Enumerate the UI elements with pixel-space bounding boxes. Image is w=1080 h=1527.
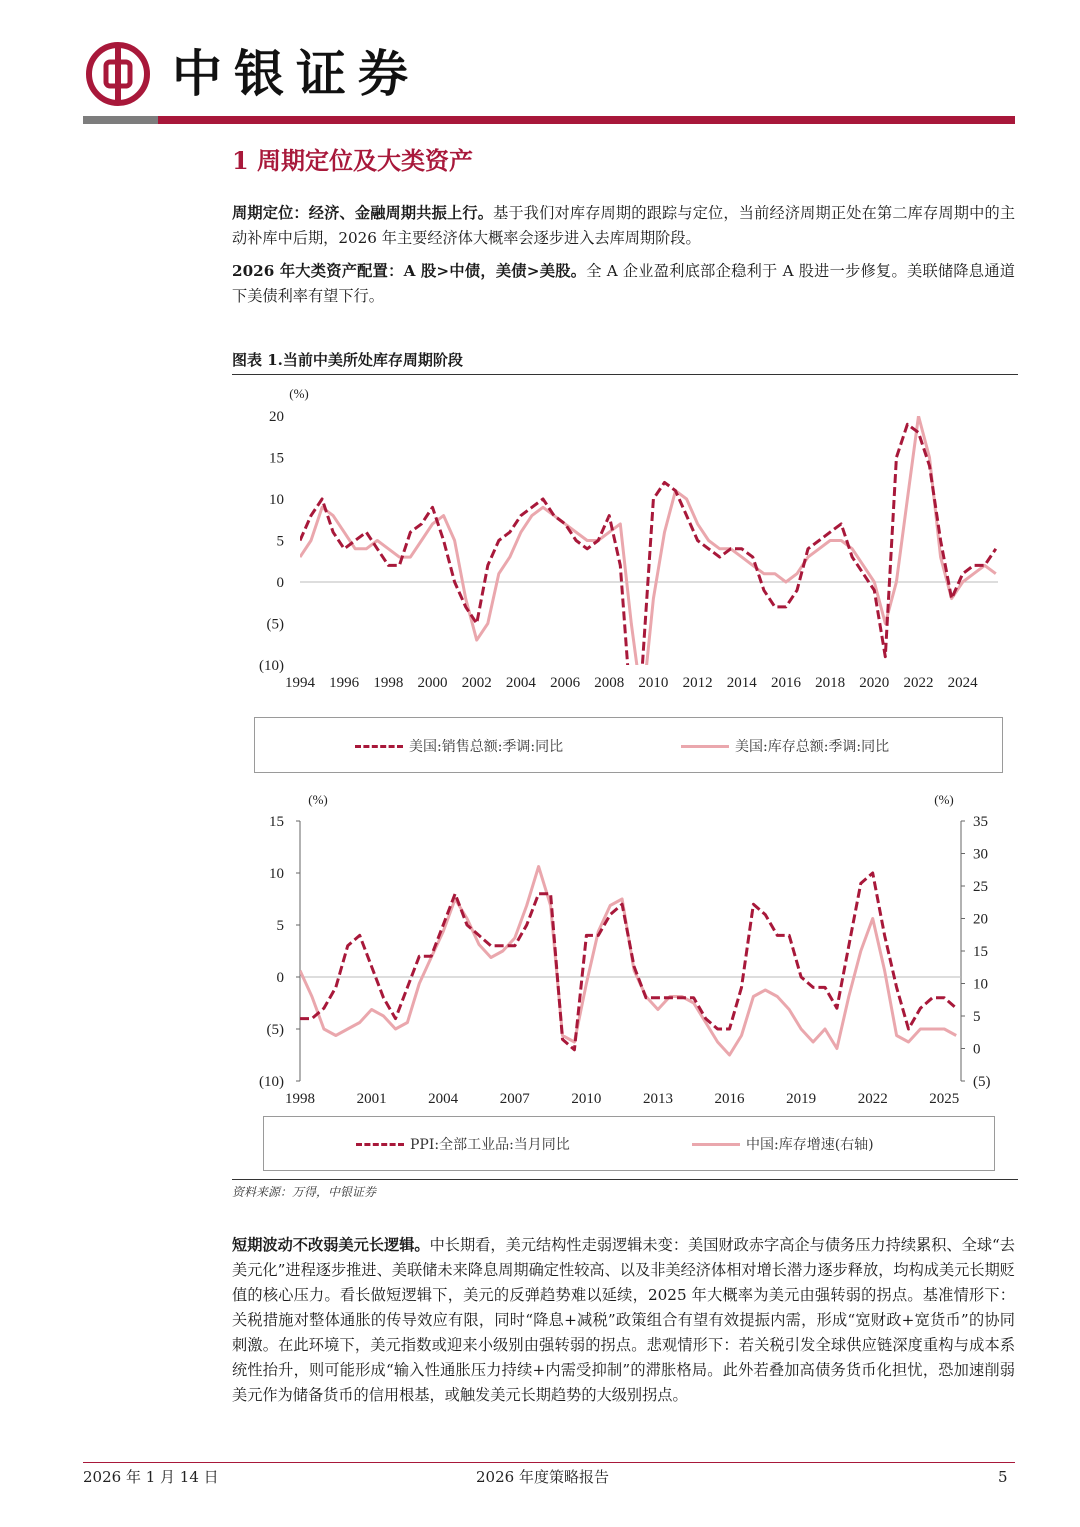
chart2-x-tick-label: 2010 [571, 1091, 602, 1107]
chart1-y-tick-label: 5 [276, 533, 284, 550]
chart2-y2-tick-label: 15 [973, 944, 988, 960]
chart1-x-tick-label: 1998 [373, 675, 404, 691]
chart2-x-tick-label: 2019 [786, 1091, 817, 1107]
chart1-x-tick-label: 2014 [726, 675, 757, 691]
paragraph-lead: 短期波动不改弱美元长逻辑。 [232, 1236, 430, 1254]
chart1-y-tick-label: 20 [269, 409, 284, 425]
footer-date: 2026 年 1 月 14 日 [83, 1468, 219, 1486]
legend-item-ppi [356, 1134, 570, 1154]
chart1-legend [254, 717, 1003, 773]
paragraph-body: 中长期看，美元结构性走弱逻辑未变：美国财政赤字高企与债务压力持续累积、全球“去美元化”进程逐步推进、美联储未来降息周期确定性较高、以及非美经济体相对增长潜力逐步释放，均构成美元长期贬值的核心压力。看长做短逻辑下，美元的反弹趋势难以延续，2025 年大概率为美元由强转弱的拐点。基准情形下：关税措施对整体通胀的传导效应有限，同时“降息+减税”政策组合有望有效提振内需，形成“宽财政+宽货币”的协同刺激。在此环境下，美元指数或迎来小级别由强转弱的拐点。悲观情形下：若关税引发全球供应链深度重构与成本系统性抬升，则可能形成“输入性通胀压力持续+内需受抑制”的滞胀格局。此外若叠加高债务货币化担忧，恐加速削弱美元作为储备货币的信用根基，或触发美元长期趋势的大级别拐点。 [232, 1236, 1015, 1404]
paragraph-dollar-outlook [232, 1233, 1015, 1408]
dashed-line-swatch-icon [355, 745, 403, 748]
figure-title: 图表 1.当前中美所处库存周期阶段 [232, 351, 463, 369]
chart2-y2-tick-label: 20 [973, 911, 988, 928]
chart1-x-tick-label: 2000 [417, 675, 448, 691]
chart2-y2-tick-label: 30 [973, 846, 988, 863]
chart2-y2-tick-label: 0 [973, 1041, 981, 1058]
chart1-series-us-sales [300, 424, 996, 715]
solid-line-swatch-icon [692, 1143, 740, 1146]
chart2-x-tick-label: 2001 [356, 1091, 387, 1107]
figure-source: 资料来源：万得，中银证券 [232, 1185, 377, 1199]
chart2-x-tick-label: 2007 [499, 1091, 530, 1107]
chart1-x-tick-label: 2022 [903, 675, 934, 691]
legend-item-us-inventory [681, 736, 889, 756]
chart2-x-tick-label: 2016 [714, 1091, 745, 1107]
chart2-x-tick-label: 2013 [642, 1091, 673, 1107]
chart1-series-us-inventory [300, 416, 996, 707]
footer-rule [83, 1462, 1015, 1463]
chart2-y-tick-label: 0 [276, 970, 284, 986]
chart2-y-unit-right: (%) [934, 792, 954, 807]
chart2-legend [263, 1116, 995, 1171]
chart2-y-tick-label: 15 [269, 814, 284, 830]
chart1-y-tick-label: (10) [259, 658, 284, 674]
chart1-y-tick-label: 15 [269, 450, 284, 467]
chart2-y-tick-label: 10 [269, 866, 284, 882]
chart2-y-tick-label: (10) [259, 1074, 284, 1090]
legend-label: PPI:全部工业品:当月同比 [410, 1137, 570, 1153]
legend-item-china-inventory [692, 1134, 874, 1154]
chart1-x-tick-label: 2020 [859, 675, 890, 691]
chart1-x-tick-label: 2012 [682, 675, 713, 691]
chart2-y-tick-label: (5) [266, 1022, 284, 1038]
chart2-x-tick-label: 2004 [428, 1091, 459, 1107]
chart2-y2-tick-label: (5) [973, 1074, 991, 1090]
chart1-x-tick-label: 2006 [550, 675, 581, 691]
legend-label: 美国:库存总额:季调:同比 [735, 739, 890, 755]
paragraph-body: 基于我们对库存周期的跟踪与定位，当前经济周期正处在第二库存周期中的主动补库中后期，2026 年主要经济体大概率会逐步进入去库周期阶段。 [232, 204, 1016, 247]
chart1-x-tick-label: 1996 [329, 675, 360, 691]
paragraph-lead: 2026 年大类资产配置：A 股>中债，美债>美股。 [232, 262, 587, 280]
paragraph-lead: 周期定位：经济、金融周期共振上行。 [232, 204, 494, 222]
chart1-x-tick-label: 2010 [638, 675, 669, 691]
chart1-y-tick-label: 10 [269, 492, 284, 508]
chart1-x-tick-label: 2018 [815, 675, 846, 691]
legend-label: 中国:库存增速(右轴) [746, 1137, 874, 1153]
chart2-y2-tick-label: 35 [973, 814, 988, 830]
chart2-y2-tick-label: 5 [973, 1009, 981, 1025]
chart2-y-unit-left: (%) [308, 792, 328, 807]
chart2-x-tick-label: 2025 [929, 1091, 960, 1107]
footer-report-title: 2026 年度策略报告 [476, 1468, 609, 1486]
chart1-x-tick-label: 2016 [770, 675, 801, 691]
chart1-x-tick-label: 2002 [461, 675, 492, 691]
solid-line-swatch-icon [681, 745, 729, 748]
chart1-x-tick-label: 2004 [505, 675, 536, 691]
chart2-x-tick-label: 2022 [857, 1091, 888, 1107]
chart1-y-tick-label: 0 [276, 575, 284, 591]
chart1-x-tick-label: 2024 [947, 675, 978, 691]
chart2-y2-tick-label: 10 [973, 976, 988, 993]
chart2-x-tick-label: 1998 [285, 1091, 315, 1107]
page-number: 5 [998, 1468, 1008, 1486]
dashed-line-swatch-icon [356, 1143, 404, 1146]
legend-item-us-sales [355, 736, 563, 756]
chart2-y-tick-label: 5 [276, 918, 284, 934]
chart1-y-tick-label: (5) [266, 616, 284, 633]
legend-label: 美国:销售总额:季调:同比 [409, 739, 564, 755]
chart1-x-tick-label: 2008 [594, 675, 625, 691]
chart2-y2-tick-label: 25 [973, 879, 988, 895]
figure-rule-bottom [232, 1179, 1018, 1180]
brand-name: 中银证券 [172, 44, 420, 103]
chart1-x-tick-label: 1994 [285, 675, 315, 691]
chart1-y-unit: (%) [289, 386, 309, 401]
section-title: 1 周期定位及大类资产 [232, 146, 474, 175]
paragraph-body: 全 A 企业盈利底部企稳利于 A 股进一步修复。美联储降息通道下美债利率有望下行。 [232, 262, 1015, 305]
